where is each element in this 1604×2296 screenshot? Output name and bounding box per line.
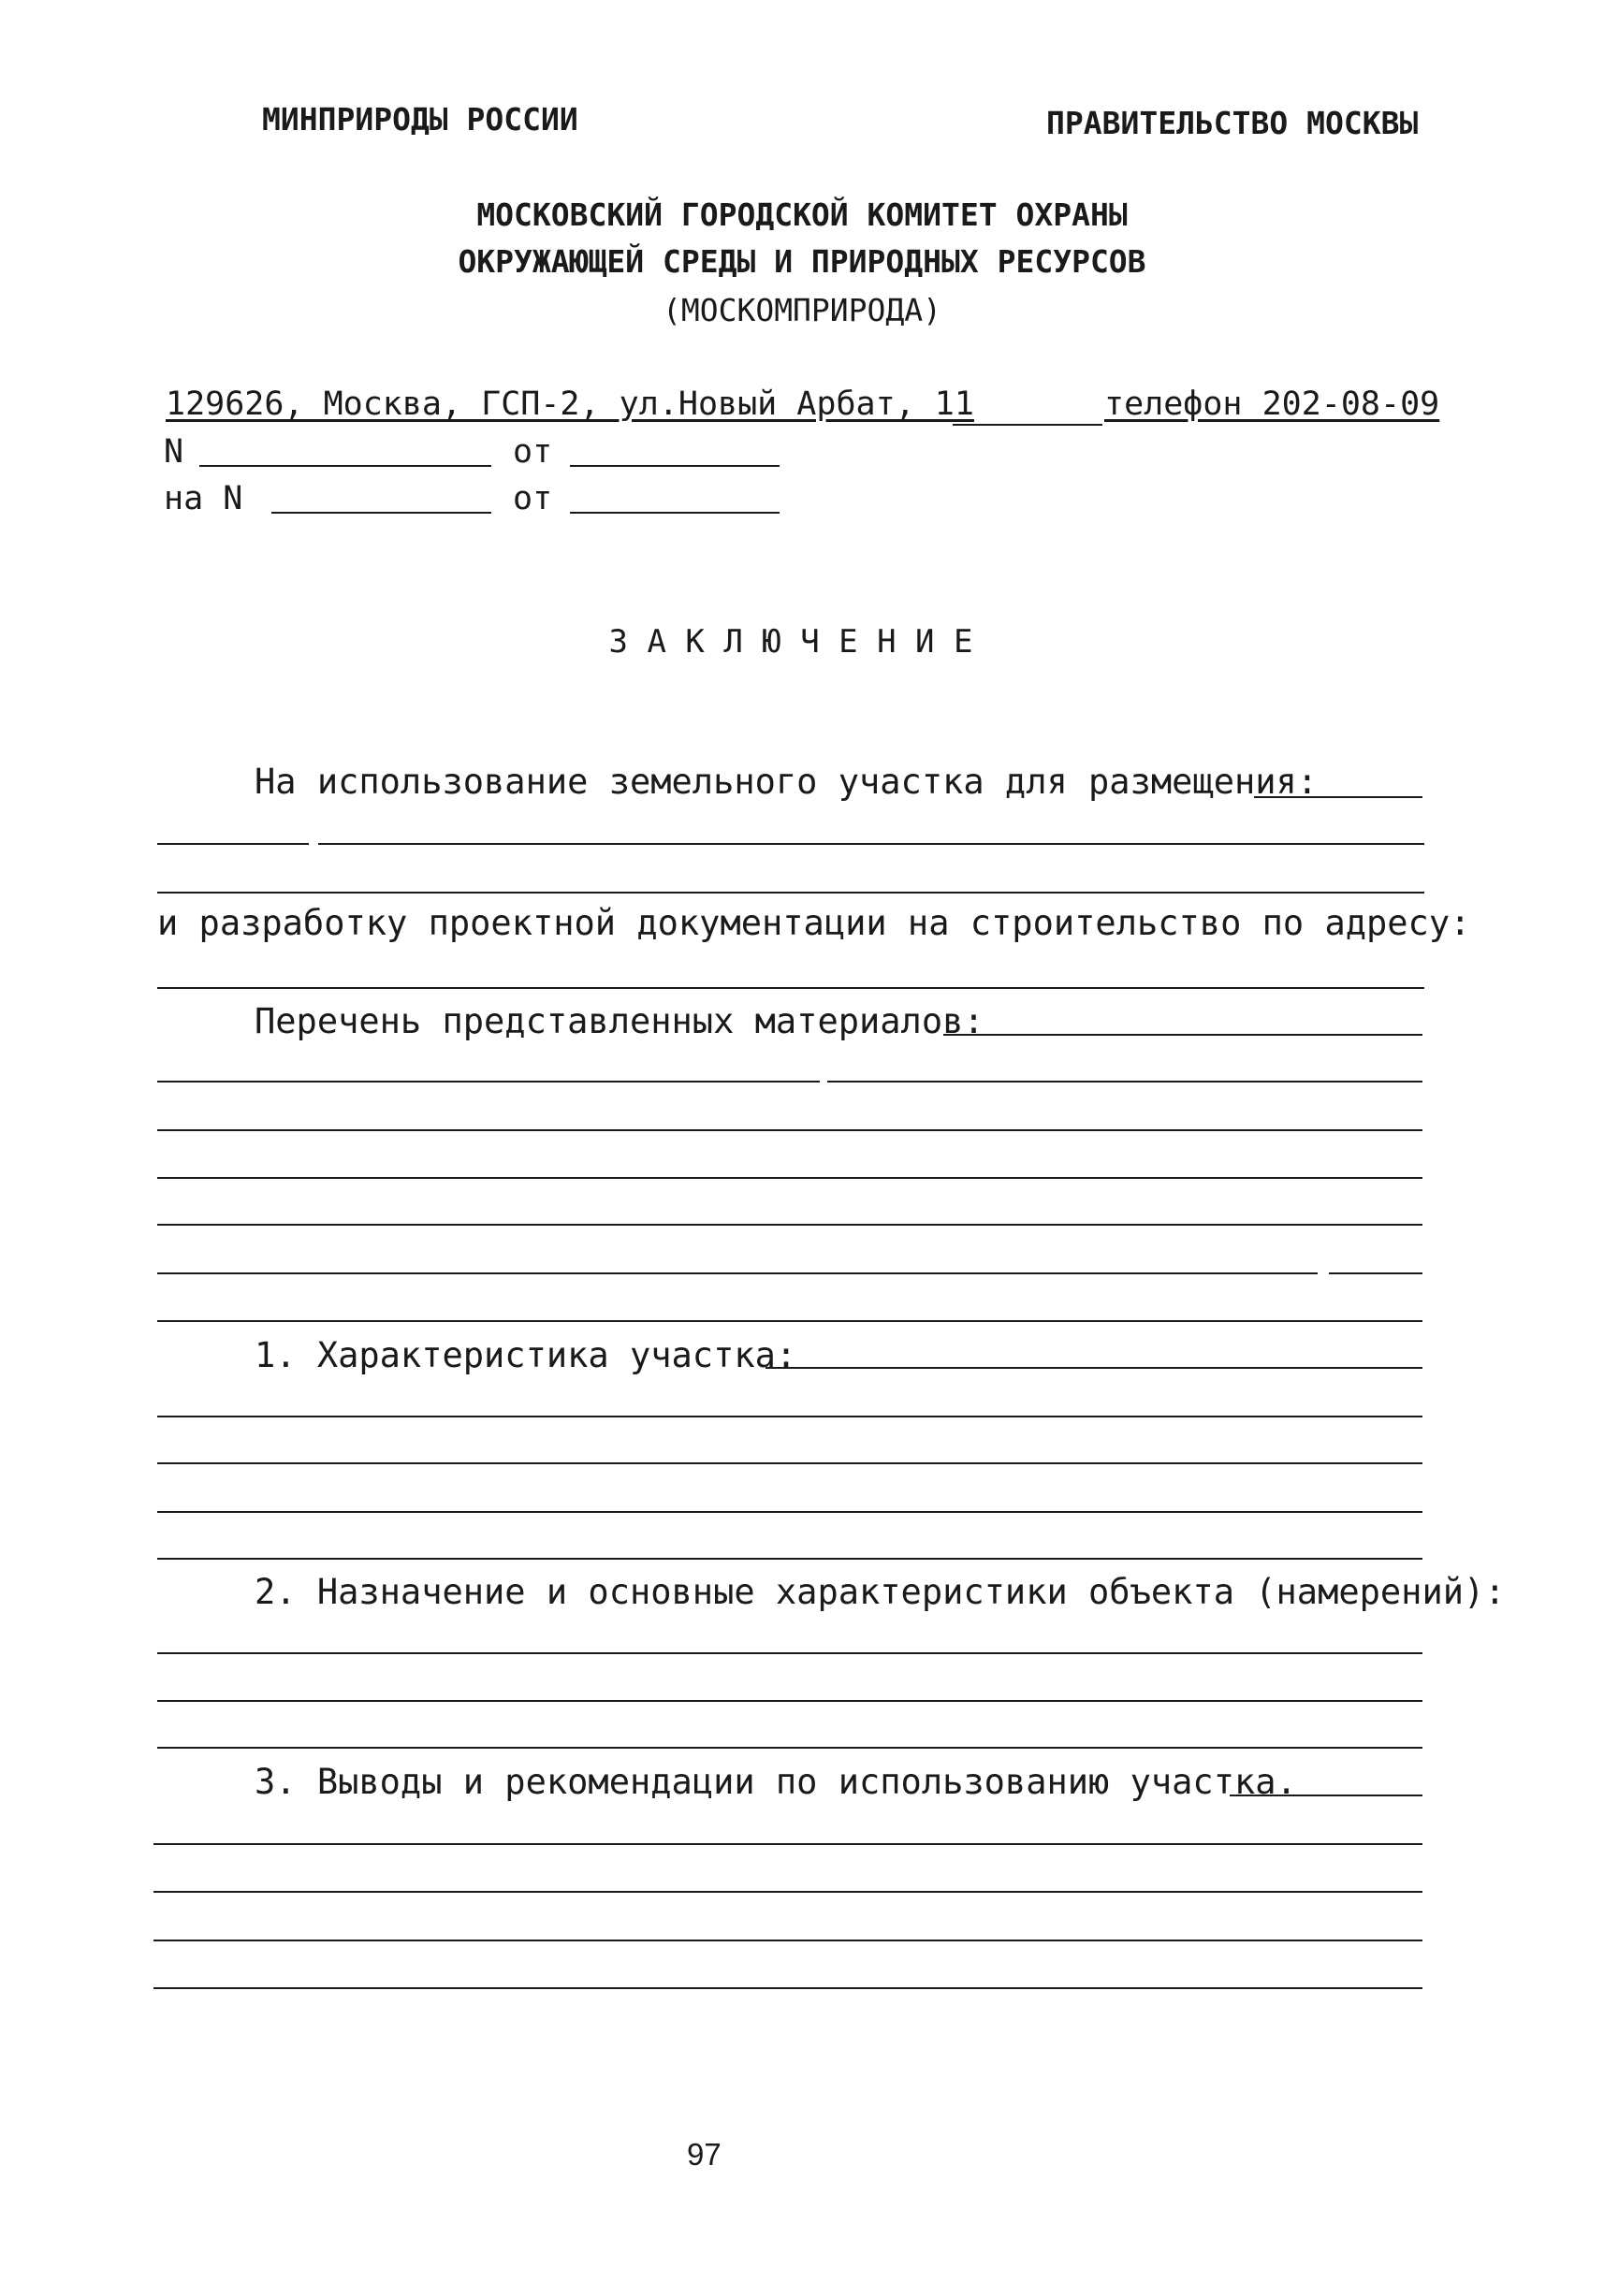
ref-from-label-1: от [513, 433, 553, 471]
item3-line-3[interactable] [153, 1940, 1422, 1941]
usage-line-1b[interactable] [318, 843, 1424, 845]
materials-line-1a[interactable] [157, 1081, 820, 1083]
materials-line-2[interactable] [157, 1129, 1422, 1131]
usage-label: На использование земельного участка для размещения: [255, 762, 1319, 802]
item3-line-2[interactable] [153, 1891, 1422, 1893]
item2-line-2[interactable] [157, 1700, 1422, 1702]
committee-line-1: МОСКОВСКИЙ ГОРОДСКОЙ КОМИТЕТ ОХРАНЫ [476, 196, 1128, 233]
ref-n-field[interactable] [199, 465, 491, 467]
usage-field[interactable] [1254, 796, 1422, 798]
item1-line-2[interactable] [157, 1462, 1422, 1464]
item2-line-3[interactable] [157, 1747, 1422, 1749]
committee-line-2: ОКРУЖАЮЩЕЙ СРЕДЫ И ПРИРОДНЫХ РЕСУРСОВ [458, 243, 1146, 280]
item3-line-1[interactable] [153, 1843, 1422, 1845]
materials-field[interactable] [943, 1034, 1422, 1036]
page-number: 97 [687, 2137, 722, 2172]
materials-line-6[interactable] [157, 1320, 1422, 1322]
usage-line-1a[interactable] [157, 843, 309, 845]
ref-na-n-field[interactable] [271, 512, 491, 514]
design-line[interactable] [157, 987, 1424, 989]
materials-line-1b[interactable] [827, 1081, 1422, 1083]
item1-label: 1. Характеристика участка: [255, 1335, 797, 1375]
item1-line-4[interactable] [157, 1558, 1422, 1560]
government-label: ПРАВИТЕЛЬСТВО МОСКВЫ [1046, 105, 1419, 141]
item3-label: 3. Выводы и рекомендации по использованию участка. [255, 1762, 1297, 1802]
address-line [953, 424, 1102, 426]
item3-line-4[interactable] [153, 1987, 1422, 1989]
materials-line-3[interactable] [157, 1177, 1422, 1179]
phone-text: телефон 202-08-09 [1104, 385, 1440, 423]
materials-line-4[interactable] [157, 1224, 1422, 1226]
materials-line-5b[interactable] [1329, 1272, 1422, 1274]
ministry-label: МИНПРИРОДЫ РОССИИ [262, 101, 578, 138]
ref-na-n-label: на N [164, 480, 243, 517]
item1-field[interactable] [766, 1367, 1422, 1369]
item1-line-1[interactable] [157, 1416, 1422, 1417]
ref-date-field-2[interactable] [570, 512, 780, 514]
committee-line-3: (МОСКОМПРИРОДА) [662, 292, 941, 328]
design-label: и разработку проектной документации на строительство по адресу: [157, 903, 1471, 943]
materials-label: Перечень представленных материалов: [255, 1001, 984, 1041]
address-text: 129626, Москва, ГСП-2, ул.Новый Арбат, 11 [166, 385, 974, 423]
item3-field[interactable] [1230, 1795, 1422, 1796]
item1-line-3[interactable] [157, 1511, 1422, 1513]
usage-line-2[interactable] [157, 892, 1424, 894]
document-title: З А К Л Ю Ч Е Н И Е [608, 623, 973, 661]
materials-line-5a[interactable] [157, 1272, 1318, 1274]
ref-from-label-2: от [513, 480, 553, 517]
item2-label: 2. Назначение и основные характеристики объекта (намерений): [255, 1572, 1506, 1612]
ref-date-field-1[interactable] [570, 465, 780, 467]
ref-n-label: N [164, 433, 184, 471]
item2-line-1[interactable] [157, 1652, 1422, 1654]
